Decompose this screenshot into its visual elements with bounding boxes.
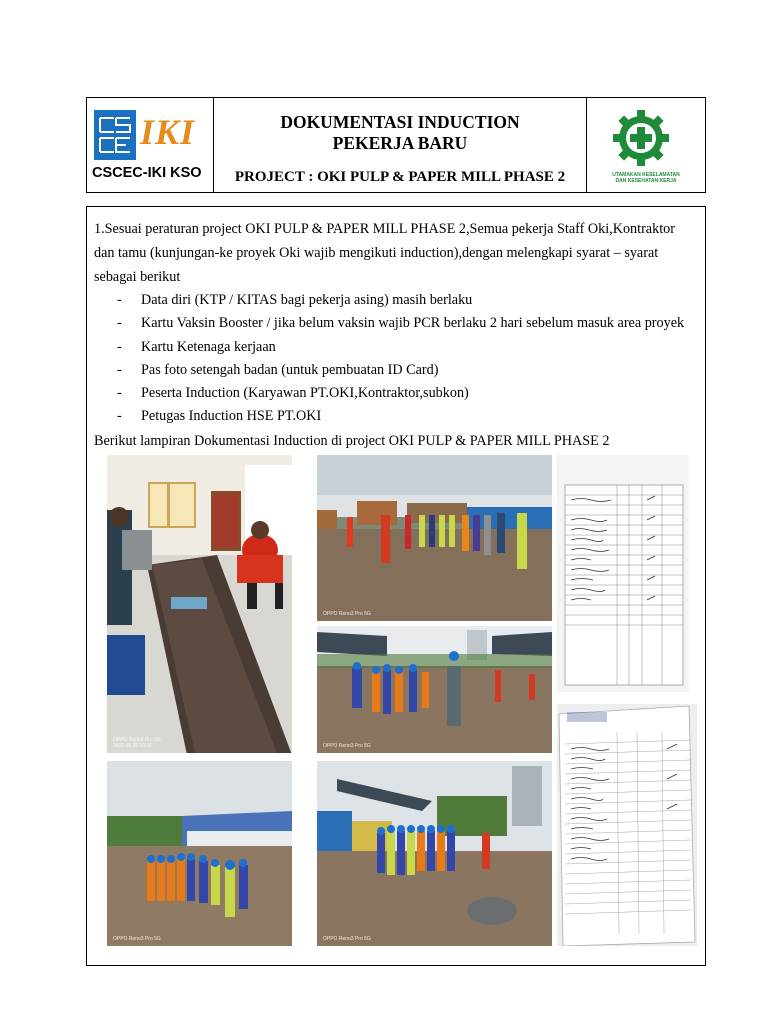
list-item bbox=[87, 382, 707, 405]
attendance-sheet-1 bbox=[557, 455, 689, 692]
list-item-text: Petugas Induction HSE PT.OKI bbox=[141, 408, 322, 425]
field-induction-photo-2 bbox=[317, 626, 552, 753]
photo-timestamp: OPPO Reno3 Pro 5G bbox=[323, 743, 371, 749]
list-item bbox=[87, 336, 707, 359]
k3-caption-line2: DAN KESEHATAN KERJA bbox=[615, 178, 677, 184]
field-induction-photo-3 bbox=[107, 761, 292, 946]
list-item-text: Pas foto setengah badan (untuk pembuatan ID Card) bbox=[141, 361, 439, 378]
photo-timestamp bbox=[113, 737, 161, 749]
photo-timestamp: OPPO Reno3 Pro 5G bbox=[323, 936, 371, 942]
k3-caption bbox=[587, 172, 705, 184]
meeting-room-photo bbox=[107, 455, 292, 753]
photo-date: 2022.09.29 10:16 bbox=[113, 743, 152, 749]
document-header bbox=[86, 97, 706, 193]
list-item bbox=[87, 312, 707, 335]
bullet: - bbox=[117, 408, 122, 425]
cscec-logo bbox=[94, 110, 136, 160]
bullet: - bbox=[117, 315, 122, 332]
photo-timestamp: OPPO Reno3 Pro 5G bbox=[323, 611, 371, 617]
company-logo-cell bbox=[87, 98, 214, 192]
k3-safety-icon bbox=[611, 108, 671, 168]
bullet: - bbox=[117, 338, 122, 355]
document-title-line1: DOKUMENTASI INDUCTION bbox=[280, 112, 520, 132]
project-name: PROJECT : OKI PULP & PAPER MILL PHASE 2 bbox=[234, 169, 566, 185]
field-induction-photo-4 bbox=[317, 761, 552, 946]
list-item-text: Peserta Induction (Karyawan PT.OKI,Kontraktor,subkon) bbox=[141, 385, 469, 402]
intro-paragraph: 1.Sesuai peraturan project OKI PULP & PAPER MILL PHASE 2,Semua pekerja Staff Oki,Kontraktor dan tamu (kunjungan-ke proyek Oki wajib mengikuti induction),dengan melengkapi syarat – syarat sebagai berikut bbox=[94, 221, 675, 285]
list-item bbox=[87, 359, 707, 382]
bullet: - bbox=[117, 361, 122, 378]
iki-logo: IKI bbox=[140, 112, 196, 152]
list-item-text: Kartu Vaksin Booster / jika belum vaksin wajib PCR berlaku 2 hari sebelum masuk area proyek bbox=[141, 315, 685, 332]
closing-sentence: Berikut lampiran Dokumentasi Induction di project OKI PULP & PAPER MILL PHASE 2 bbox=[94, 433, 610, 449]
k3-caption-line1: UTAMAKAN KESELAMATAN bbox=[612, 172, 680, 178]
field-induction-photo-1 bbox=[317, 455, 552, 621]
photo-timestamp: OPPO Reno3 Pro 5G bbox=[113, 936, 161, 942]
bullet: - bbox=[117, 385, 122, 402]
logo-caption: CSCEC-IKI KSO bbox=[92, 165, 202, 181]
k3-logo-cell bbox=[587, 98, 705, 192]
bullet: - bbox=[117, 292, 122, 308]
list-item bbox=[87, 289, 707, 312]
document-title-line2: PEKERJA BARU bbox=[332, 133, 468, 153]
requirements-list bbox=[87, 289, 707, 429]
photo-camera-label: OPPO Reno3 Pro 5G bbox=[113, 737, 161, 743]
title-cell bbox=[214, 98, 587, 192]
list-item-text: Kartu Ketenaga kerjaan bbox=[141, 338, 276, 355]
list-item bbox=[87, 405, 707, 428]
list-item-text: Data diri (KTP / KITAS bagi pekerja asing) masih berlaku bbox=[141, 292, 473, 308]
attendance-sheet-2 bbox=[557, 704, 697, 946]
